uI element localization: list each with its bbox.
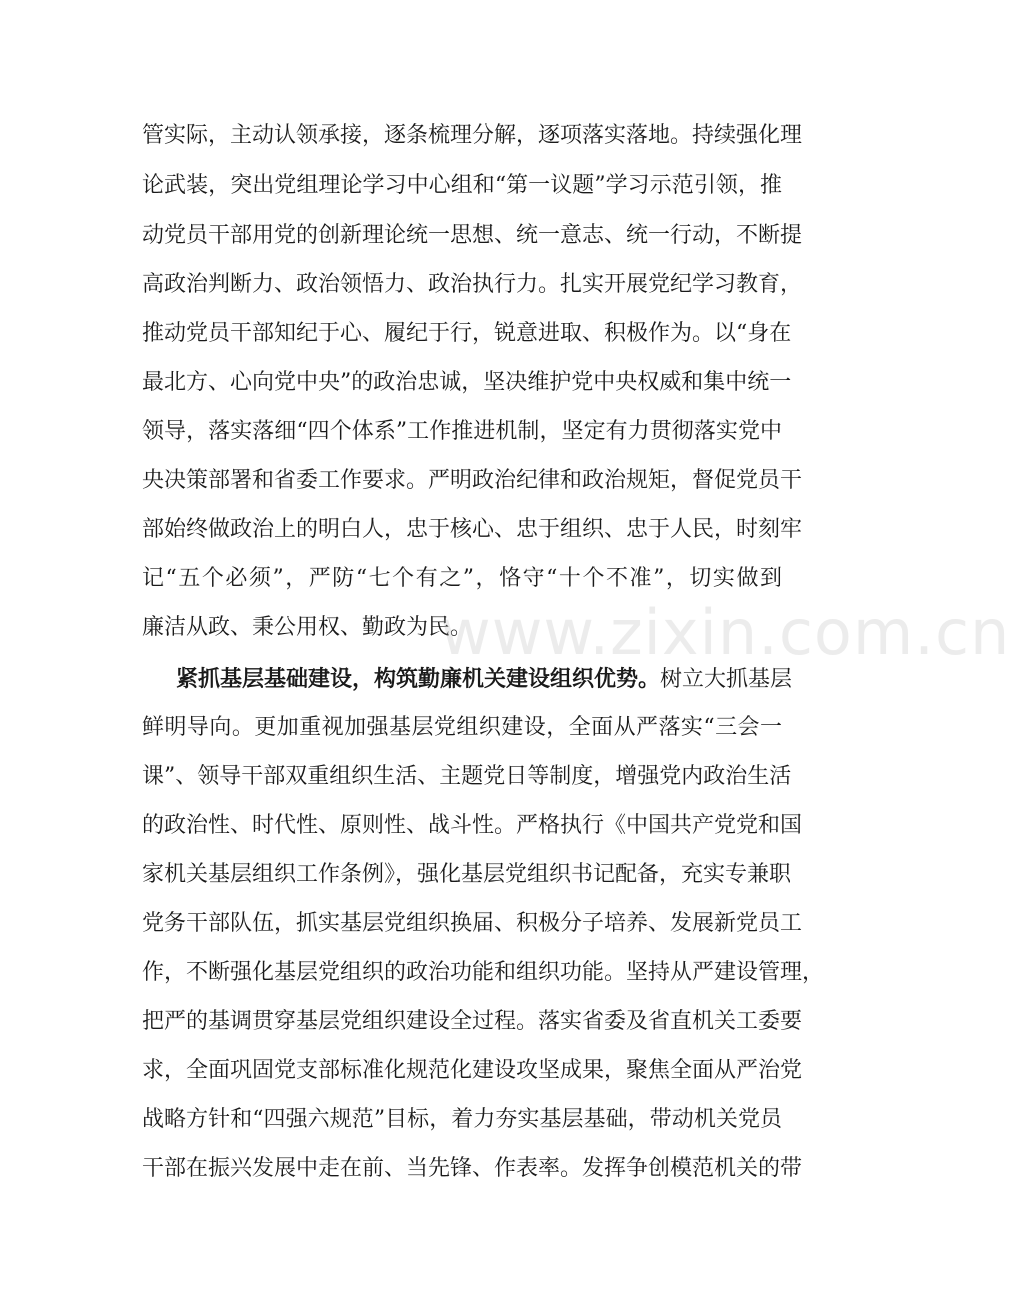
text-line: 鲜明导向。更加重视加强基层党组织建设，全面从严落实“三会一: [142, 715, 782, 740]
text-line: 领导，落实落细“四个体系”工作推进机制，坚定有力贯彻落实党中: [142, 419, 782, 444]
text-line: 课”、领导干部双重组织生活、主题党日等制度，增强党内政治生活: [142, 764, 792, 789]
text-line: 的政治性、时代性、原则性、战斗性。严格执行《中国共产党党和国: [142, 813, 803, 838]
text-line: 最北方、心向党中央”的政治忠诚，坚决维护党中央权威和集中统一: [142, 370, 792, 395]
section-heading: 紧抓基层基础建设，构筑勤廉机关建设组织优势。: [176, 666, 661, 692]
text-line: 论武装，突出党组理论学习中心组和“第一议题”学习示范引领，推: [142, 173, 782, 198]
text-line: 央决策部署和省委工作要求。严明政治纪律和政治规矩，督促党员干: [142, 468, 803, 493]
text-line: 求，全面巩固党支部标准化规范化建设攻坚成果，聚焦全面从严治党: [142, 1058, 803, 1083]
text-line: 高政治判断力、政治领悟力、政治执行力。扎实开展党纪学习教育，: [142, 272, 803, 297]
text-line: 家机关基层组织工作条例》，强化基层党组织书记配备，充实专兼职: [142, 862, 792, 887]
text-line: 记“五个必须”，严防“七个有之”，恪守“十个不准”，切实做到: [142, 566, 782, 591]
text-line: 部始终做政治上的明白人，忠于核心、忠于组织、忠于人民，时刻牢: [142, 517, 803, 542]
text-line: 党务干部队伍，抓实基层党组织换届、积极分子培养、发展新党员工: [142, 911, 803, 936]
text-line: 把严的基调贯穿基层党组织建设全过程。落实省委及省直机关工委要: [142, 1009, 803, 1034]
text-span: 树立大抓基层: [660, 667, 793, 692]
text-line: 廉洁从政、秉公用权、勤政为民。: [142, 615, 473, 640]
paragraph-first-line: [176, 664, 793, 694]
text-line: 作，不断强化基层党组织的政治功能和组织功能。坚持从严建设管理，: [142, 960, 825, 985]
watermark: www.zixin.com.cn: [440, 596, 1010, 669]
text-line: 干部在振兴发展中走在前、当先锋、作表率。发挥争创模范机关的带: [142, 1156, 803, 1181]
text-line: 战略方针和“四强六规范”目标，着力夯实基层基础，带动机关党员: [142, 1107, 782, 1132]
text-line: 推动党员干部知纪于心、履纪于行，锐意进取、积极作为。以“身在: [142, 321, 792, 346]
text-line: 管实际，主动认领承接，逐条梳理分解，逐项落实落地。持续强化理: [142, 123, 803, 148]
text-line: 动党员干部用党的创新理论统一思想、统一意志、统一行动，不断提: [142, 223, 803, 248]
